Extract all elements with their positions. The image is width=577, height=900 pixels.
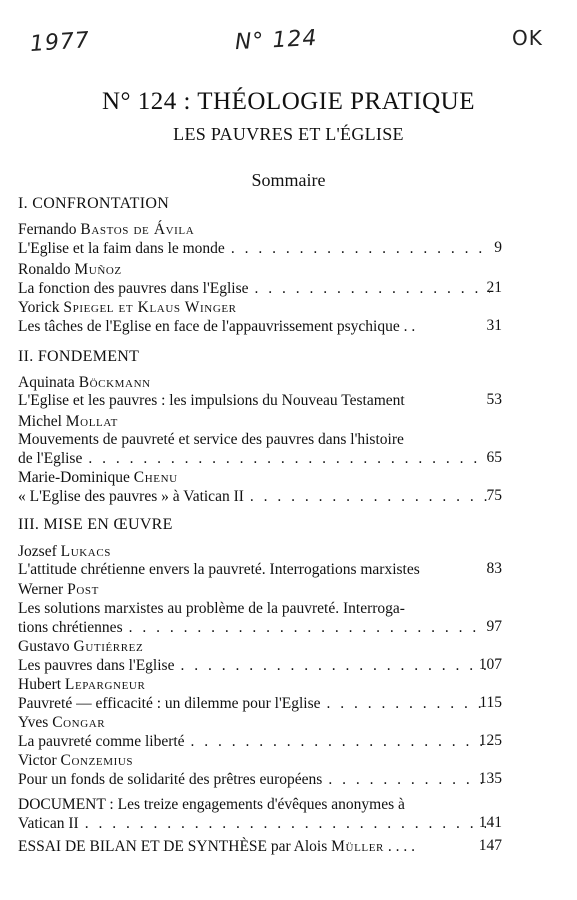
entry-page: 135	[478, 770, 502, 787]
entry-page: 31	[486, 317, 502, 334]
section-heading: I. CONFRONTATION	[18, 195, 170, 212]
entry-title: L'Eglise et les pauvres : les impulsions du Nouveau Testament	[18, 392, 405, 409]
entry-author: Marie-Dominique Chenu	[18, 469, 178, 486]
section-heading: III. MISE EN ŒUVRE	[18, 516, 173, 533]
entry-page: 97	[486, 618, 502, 635]
entry-page: 107	[478, 656, 502, 673]
entry-author: Yves Congar	[18, 714, 106, 731]
page-subtitle: LES PAUVRES ET L'ÉGLISE	[173, 124, 404, 144]
entry-title: L'attitude chrétienne envers la pauvreté. Interrogations marxistes	[18, 561, 420, 578]
handwritten-check: OK	[512, 26, 543, 50]
document-page: 141	[478, 814, 502, 831]
entry-author: Victor Conzemius	[18, 752, 134, 769]
entry-title-line: Mouvements de pauvreté et service des pauvres dans l'histoire	[18, 431, 404, 448]
entry-author: Werner Post	[18, 581, 99, 598]
entry-author: Aquinata Böckmann	[18, 374, 151, 391]
entry-author: Gustavo Gutiérrez	[18, 638, 144, 655]
entry-title: La pauvreté comme liberté . . .	[18, 732, 502, 752]
document-entry: DOCUMENT : Les treize engagements d'évêques anonymes à	[18, 796, 405, 813]
handwritten-year: 1977	[29, 27, 91, 58]
entry-title: L'Eglise et la faim dans le monde . . .	[18, 239, 502, 259]
entry-page: 75	[486, 487, 502, 504]
entry-author: Jozsef Lukacs	[18, 543, 111, 560]
entry-page: 9	[494, 239, 502, 256]
entry-author: Hubert Lepargneur	[18, 676, 146, 693]
entry-author: Ronaldo Muñoz	[18, 261, 122, 278]
entry-author: Fernando Bastos de Ávila	[18, 221, 195, 238]
document-entry-line2: Vatican II . . .	[18, 814, 502, 834]
entry-title-line: Les solutions marxistes au problème de la pauvreté. Interroga-	[18, 600, 405, 617]
entry-title: tions chrétiennes . . .	[18, 618, 502, 638]
essai-entry: ESSAI DE BILAN ET DE SYNTHÈSE par Alois Müller . . . .	[18, 838, 415, 855]
entry-title: Pauvreté — efficacité : un dilemme pour l'Eglise . . .	[18, 694, 502, 714]
page-title: N° 124 : THÉOLOGIE PRATIQUE	[101, 88, 475, 115]
entry-title: de l'Eglise . . .	[18, 449, 502, 469]
entry-page: 83	[486, 560, 502, 577]
entry-page: 21	[486, 279, 502, 296]
entry-author: Michel Mollat	[18, 413, 118, 430]
entry-title: Les pauvres dans l'Eglise . . .	[18, 656, 502, 676]
entry-page: 53	[486, 391, 502, 408]
handwritten-number: N° 124	[234, 25, 319, 56]
entry-title: « L'Eglise des pauvres » à Vatican II . . .	[18, 487, 502, 507]
entry-title: La fonction des pauvres dans l'Eglise . . .	[18, 279, 502, 299]
sommaire-heading: Sommaire	[251, 170, 326, 190]
entry-title: Les tâches de l'Eglise en face de l'appauvrissement psychique . .	[18, 318, 416, 335]
essai-page: 147	[478, 837, 502, 854]
entry-page: 115	[479, 694, 502, 711]
entry-author: Yorick Spiegel et Klaus Winger	[18, 299, 237, 316]
entry-title: Pour un fonds de solidarité des prêtres européens . . .	[18, 770, 502, 790]
entry-page: 65	[486, 449, 502, 466]
section-heading: II. FONDEMENT	[18, 348, 140, 365]
entry-page: 125	[478, 732, 502, 749]
